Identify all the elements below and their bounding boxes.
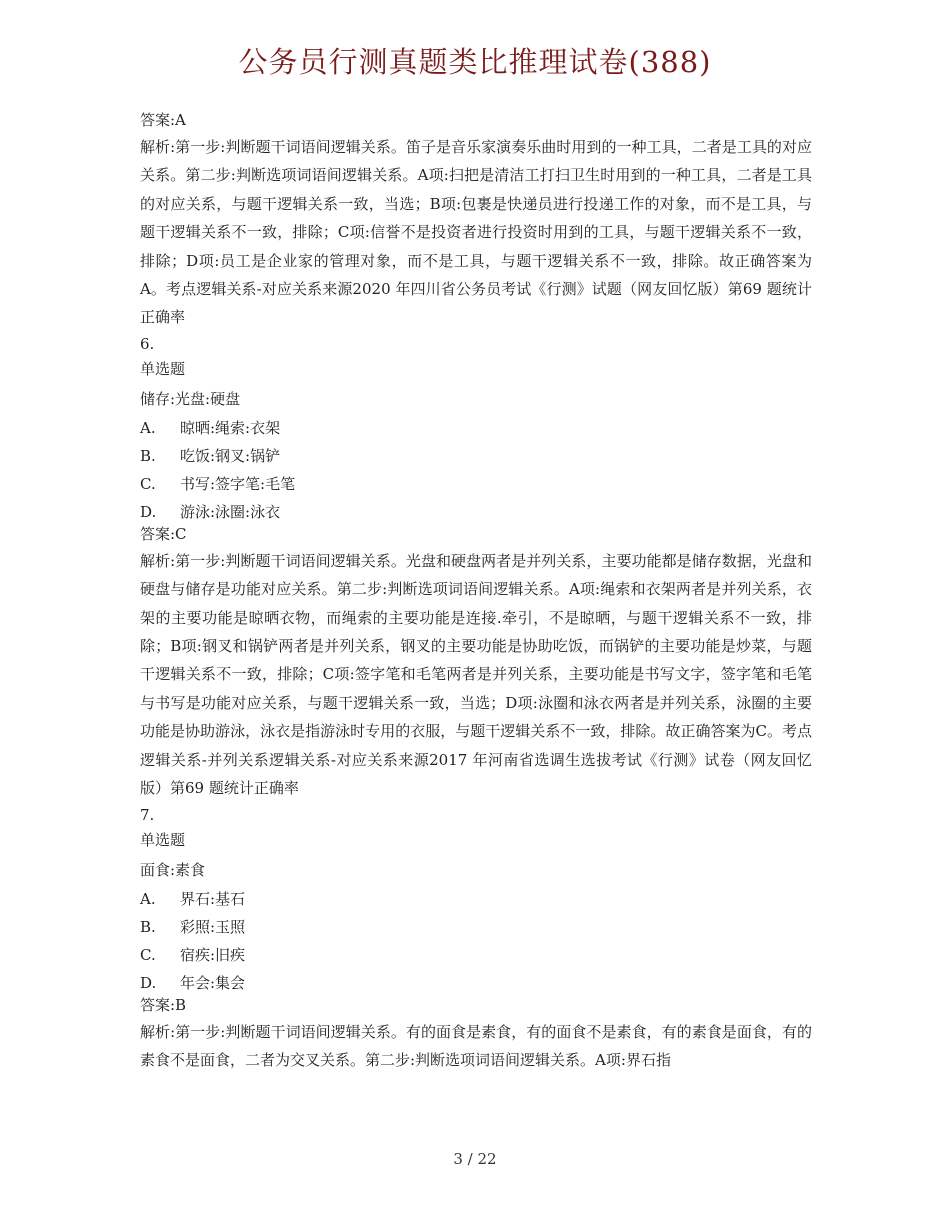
option-7a: A. 界石:基石 — [140, 889, 246, 908]
option-7c: C. 宿疾:旧疾 — [140, 945, 246, 964]
analysis-6: 解析:第一步:判断题干词语间逻辑关系。光盘和硬盘两者是并列关系，主要功能都是储存数据，光盘和硬盘与储存是功能对应关系。第二步:判断选项词语间逻辑关系。A项:绳索和衣架两者是并列关系，衣架的主要功能是晾晒衣物，而绳索的主要功能是连接.牵引，不是晾晒，与题干逻辑关系不一致，排除；B项:钢叉和锅铲两者是并列关系，钢叉的主要功能是协助吃饭，而锅铲的主要功能是炒菜，与题干逻辑关系不一致，排除；C项:签字笔和毛笔两者是并列关系，主要功能是书写文字，签字笔和毛笔与书写是功能对应关系，与题干逻辑关系一致，当选；D项:泳圈和泳衣两者是并列关系，泳圈的主要功能是协助游泳，泳衣是指游泳时专用的衣服，与题干逻辑关系不一致，排除。故正确答案为C。考点逻辑关系-并列关系逻辑关系-对应关系来源2017 年河南省选调生选拔考试《行测》试卷（网友回忆版）第69 题统计正确率 — [140, 551, 812, 798]
question-number-7: 7. — [140, 805, 155, 824]
option-7b: B. 彩照:玉照 — [140, 917, 246, 936]
question-stem-6: 储存:光盘:硬盘 — [140, 389, 241, 408]
page-content — [140, 112, 812, 1074]
page-number: 3 / 22 — [453, 1150, 497, 1168]
option-6a: A. 晾晒:绳索:衣架 — [140, 418, 281, 437]
question-type-7: 单选题 — [140, 830, 186, 849]
option-6b: B. 吃饭:钢叉:锅铲 — [140, 446, 281, 465]
page-title: 公务员行测真题类比推理试卷(388) — [238, 45, 712, 79]
analysis-7: 解析:第一步:判断题干词语间逻辑关系。有的面食是素食，有的面食不是素食，有的素食是面食，有的素食不是面食，二者为交叉关系。第二步:判断选项词语间逻辑关系。A项:界石指 — [140, 1022, 812, 1069]
analysis-prev: 解析:第一步:判断题干词语间逻辑关系。笛子是音乐家演奏乐曲时用到的一种工具，二者是工具的对应关系。第二步:判断选项词语间逻辑关系。A项:扫把是清洁工打扫卫生时用到的一种工具，二者是工具的对应关系，与题干逻辑关系一致，当选；B项:包裹是快递员进行投递工作的对象，而不是工具，与题干逻辑关系不一致，排除；C项:信誉不是投资者进行投资时用到的工具，与题干逻辑关系不一致，排除；D项:员工是企业家的管理对象，而不是工具，与题干逻辑关系不一致，排除。故正确答案为A。考点逻辑关系-对应关系来源2020 年四川省公务员考试《行测》试题（网友回忆版）第69 题统计正确率 — [140, 138, 812, 327]
question-stem-7: 面食:素食 — [140, 860, 206, 879]
answer-prev: 答案:A — [140, 111, 186, 129]
answer-6: 答案:C — [140, 524, 187, 543]
option-6c: C. 书写:签字笔:毛笔 — [140, 474, 296, 493]
question-number-6: 6. — [140, 334, 155, 353]
question-type-6: 单选题 — [140, 359, 186, 378]
option-6d: D. 游泳:泳圈:泳衣 — [140, 502, 281, 521]
option-7d: D. 年会:集会 — [140, 973, 246, 992]
answer-7: 答案:B — [140, 995, 187, 1014]
